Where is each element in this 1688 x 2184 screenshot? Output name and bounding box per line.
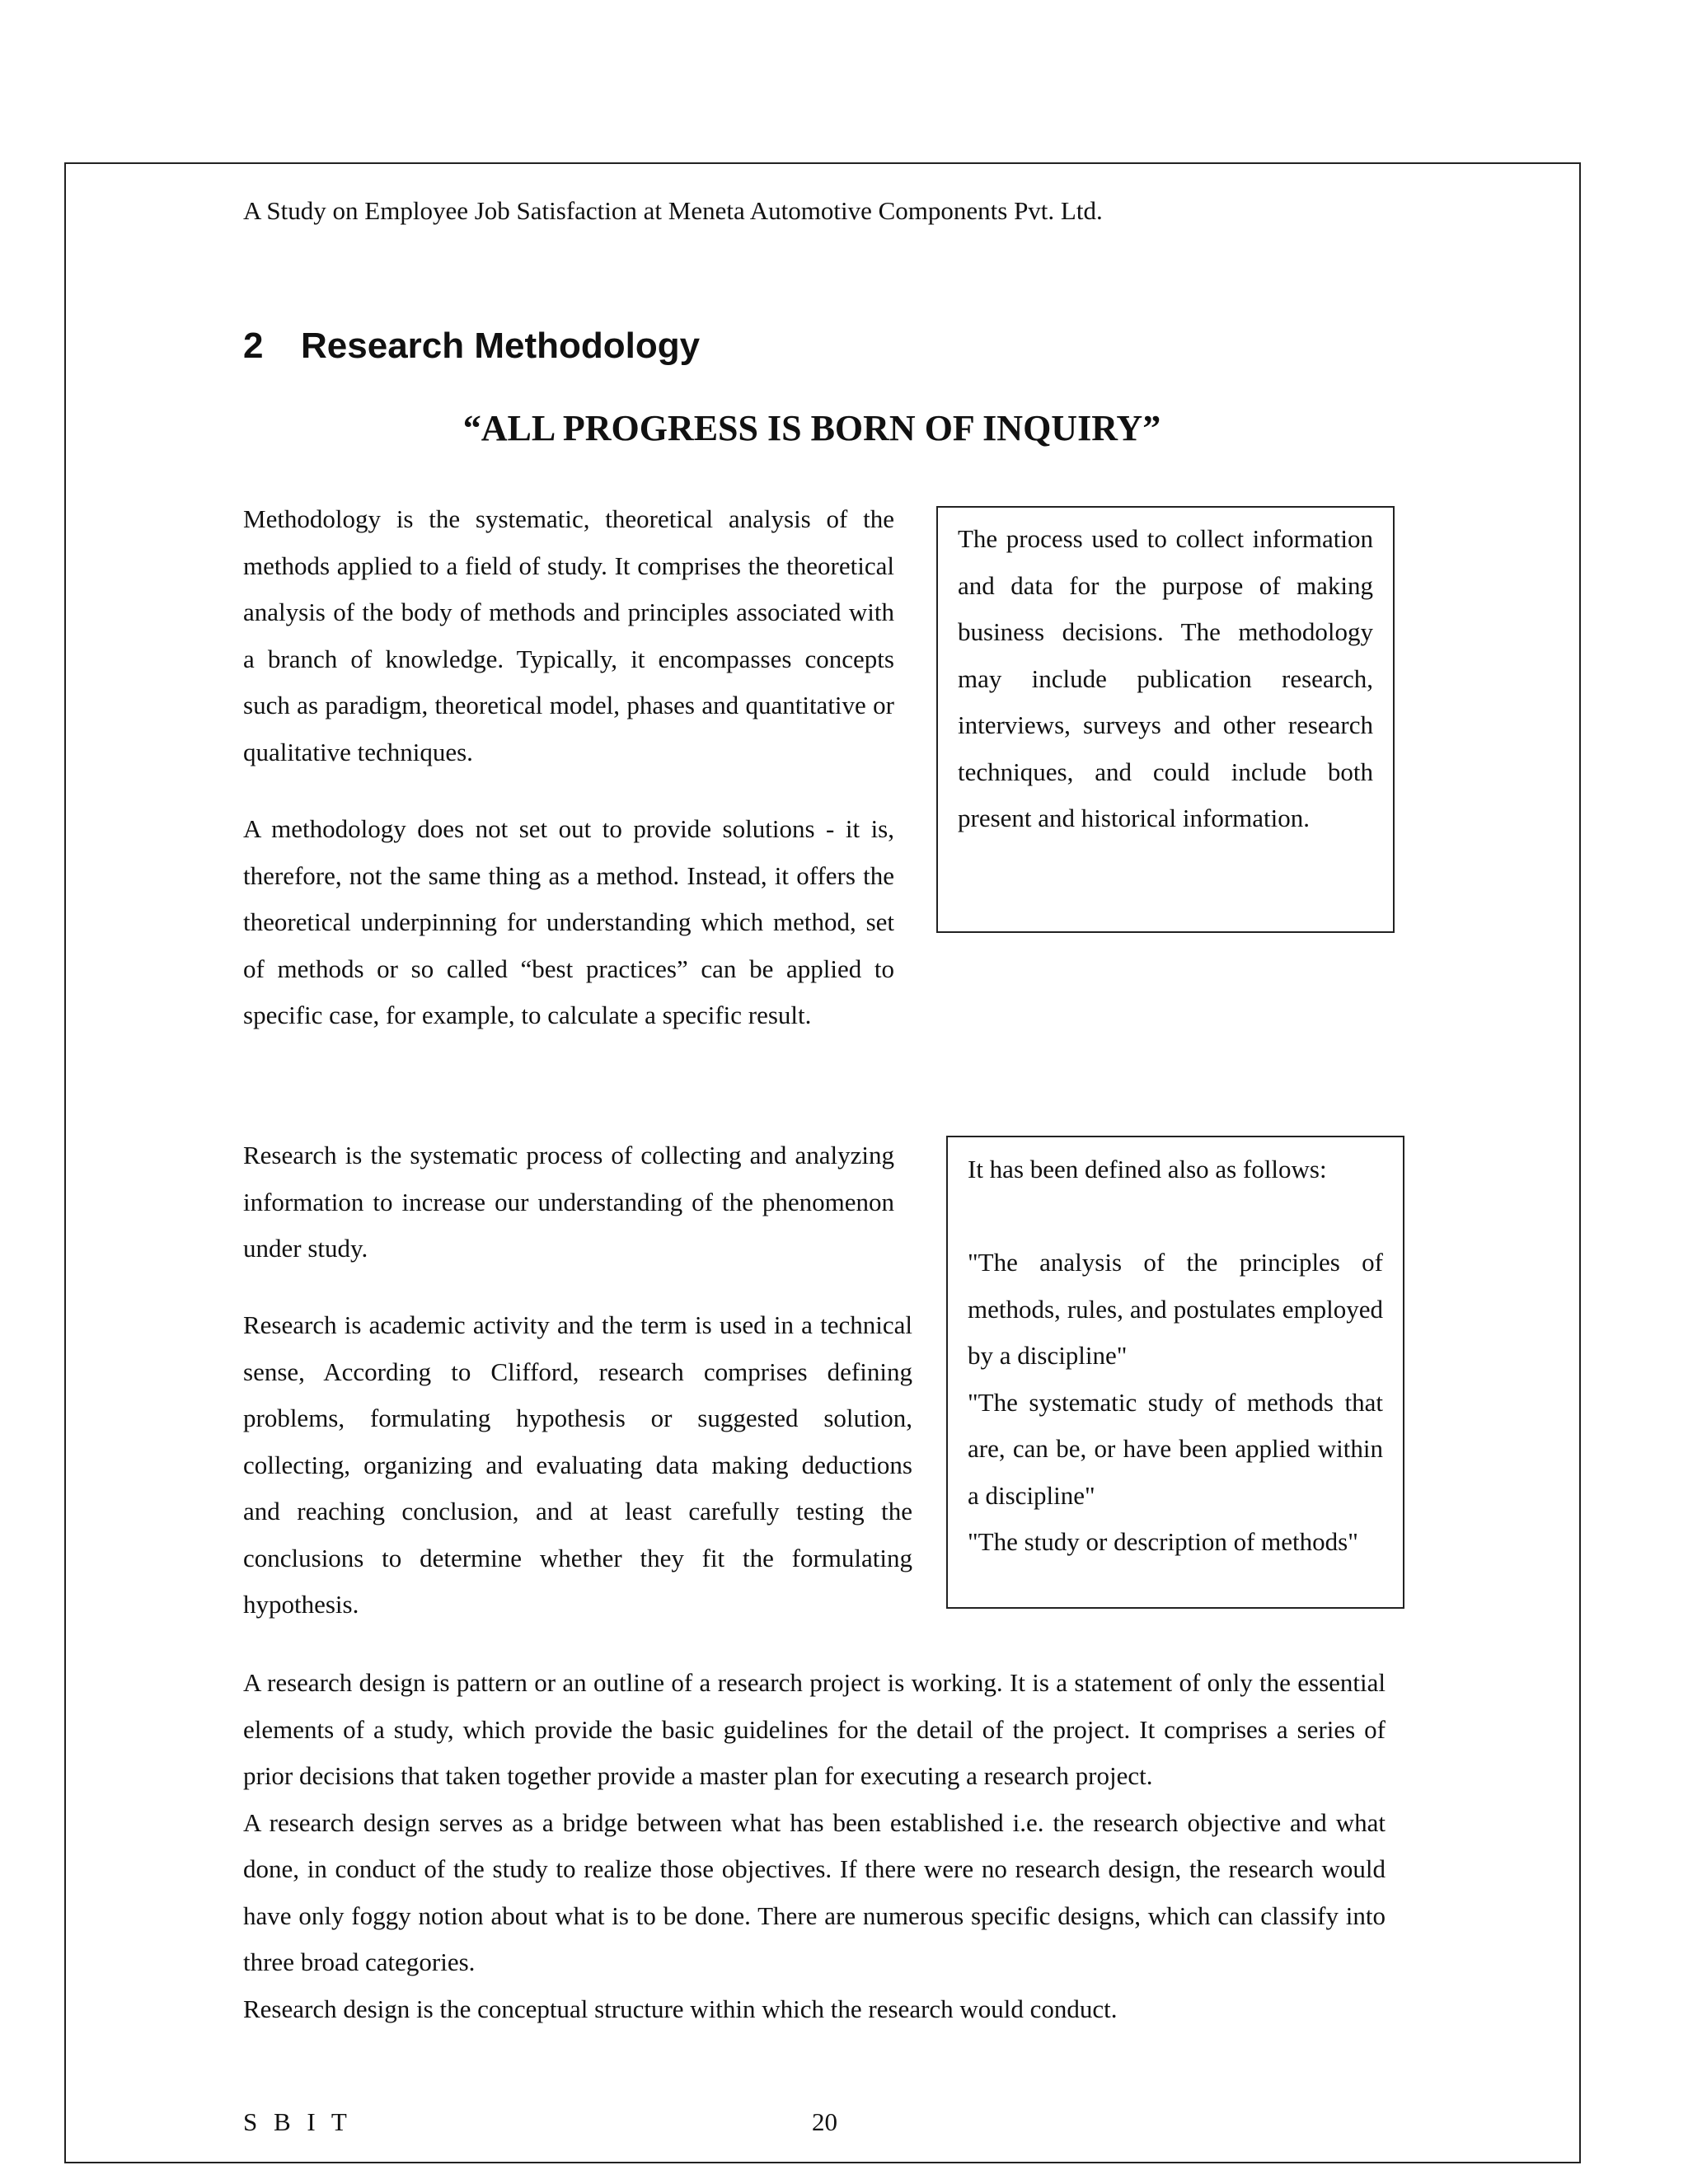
running-header: A Study on Employee Job Satisfaction at Meneta Automotive Components Pvt. Ltd.	[243, 196, 1103, 225]
footer-institution: S B I T	[243, 2107, 352, 2136]
research-design-section	[243, 1660, 1386, 2032]
left-column-middle	[243, 1132, 894, 1272]
alternate-definitions-box	[946, 1136, 1404, 1609]
chapter-title: Research Methodology	[301, 326, 701, 366]
chapter-heading	[243, 321, 700, 371]
page-number: 20	[812, 2107, 837, 2136]
left-column-bottom	[243, 1302, 912, 1629]
clifford-research-paragraph: Research is academic activity and the term is used in a technical sense, According to Clifford, research comprises defining problems, formulating hypothesis or suggested solution, collecting, organizing and evaluating data making deductions and reaching conclusion, and at least carefully testing the conclusions to determine whether they fit the formulating hypothesis.	[243, 1310, 912, 1619]
research-definition-paragraph: Research is the systematic process of collecting and analyzing information to increase our understanding of the phenomenon under study.	[243, 1141, 894, 1263]
research-design-paragraph: A research design is pattern or an outline of a research project is working. It is a statement of only the essential elements of a study, which provide the basic guidelines for the detail of the project. It comprises a series of prior decisions that taken together provide a master plan for executing a research project.	[243, 1668, 1386, 1790]
definition-item: "The study or description of methods"	[968, 1527, 1358, 1556]
chapter-quote: “ALL PROGRESS IS BORN OF INQUIRY”	[462, 408, 1161, 448]
definitions-intro: It has been defined also as follows:	[968, 1155, 1327, 1183]
definition-item: "The systematic study of methods that are, can be, or have been applied within a discipline"	[968, 1387, 1383, 1510]
left-column-top	[243, 496, 894, 1039]
research-design-structure-paragraph: Research design is the conceptual structure within which the research would conduct.	[243, 1994, 1118, 2023]
process-definition-text: The process used to collect information and data for the purpose of making business decisions. The methodology may include publication research, interviews, surveys and other research techniques, and could include both present and historical information.	[958, 524, 1373, 832]
research-design-bridge-paragraph: A research design serves as a bridge between what has been established i.e. the research objective and what done, in conduct of the study to realize those objectives. If there were no research design, the research would have only foggy notion about what is to be done. There are numerous specific designs, which can classify into three broad categories.	[243, 1807, 1386, 1976]
methodology-definition-paragraph: Methodology is the systematic, theoretical analysis of the methods applied to a field of study. It comprises the theoretical analysis of the body of methods and principles associated with a branch of knowledge. Typically, it encompasses concepts such as paradigm, theoretical model, phases and quantitative or qualitative techniques.	[243, 504, 894, 766]
process-definition-box	[936, 506, 1395, 933]
chapter-number: 2	[243, 326, 264, 366]
definition-item: "The analysis of the principles of methods, rules, and postulates employed by a discipline"	[968, 1248, 1383, 1370]
definitions-spacer	[968, 1193, 1383, 1240]
methodology-vs-method-paragraph: A methodology does not set out to provide solutions - it is, therefore, not the same thing as a method. Instead, it offers the theoretical underpinning for understanding which method, set of methods or so called “best practices” can be applied to specific case, for example, to calculate a specific result.	[243, 814, 894, 1029]
